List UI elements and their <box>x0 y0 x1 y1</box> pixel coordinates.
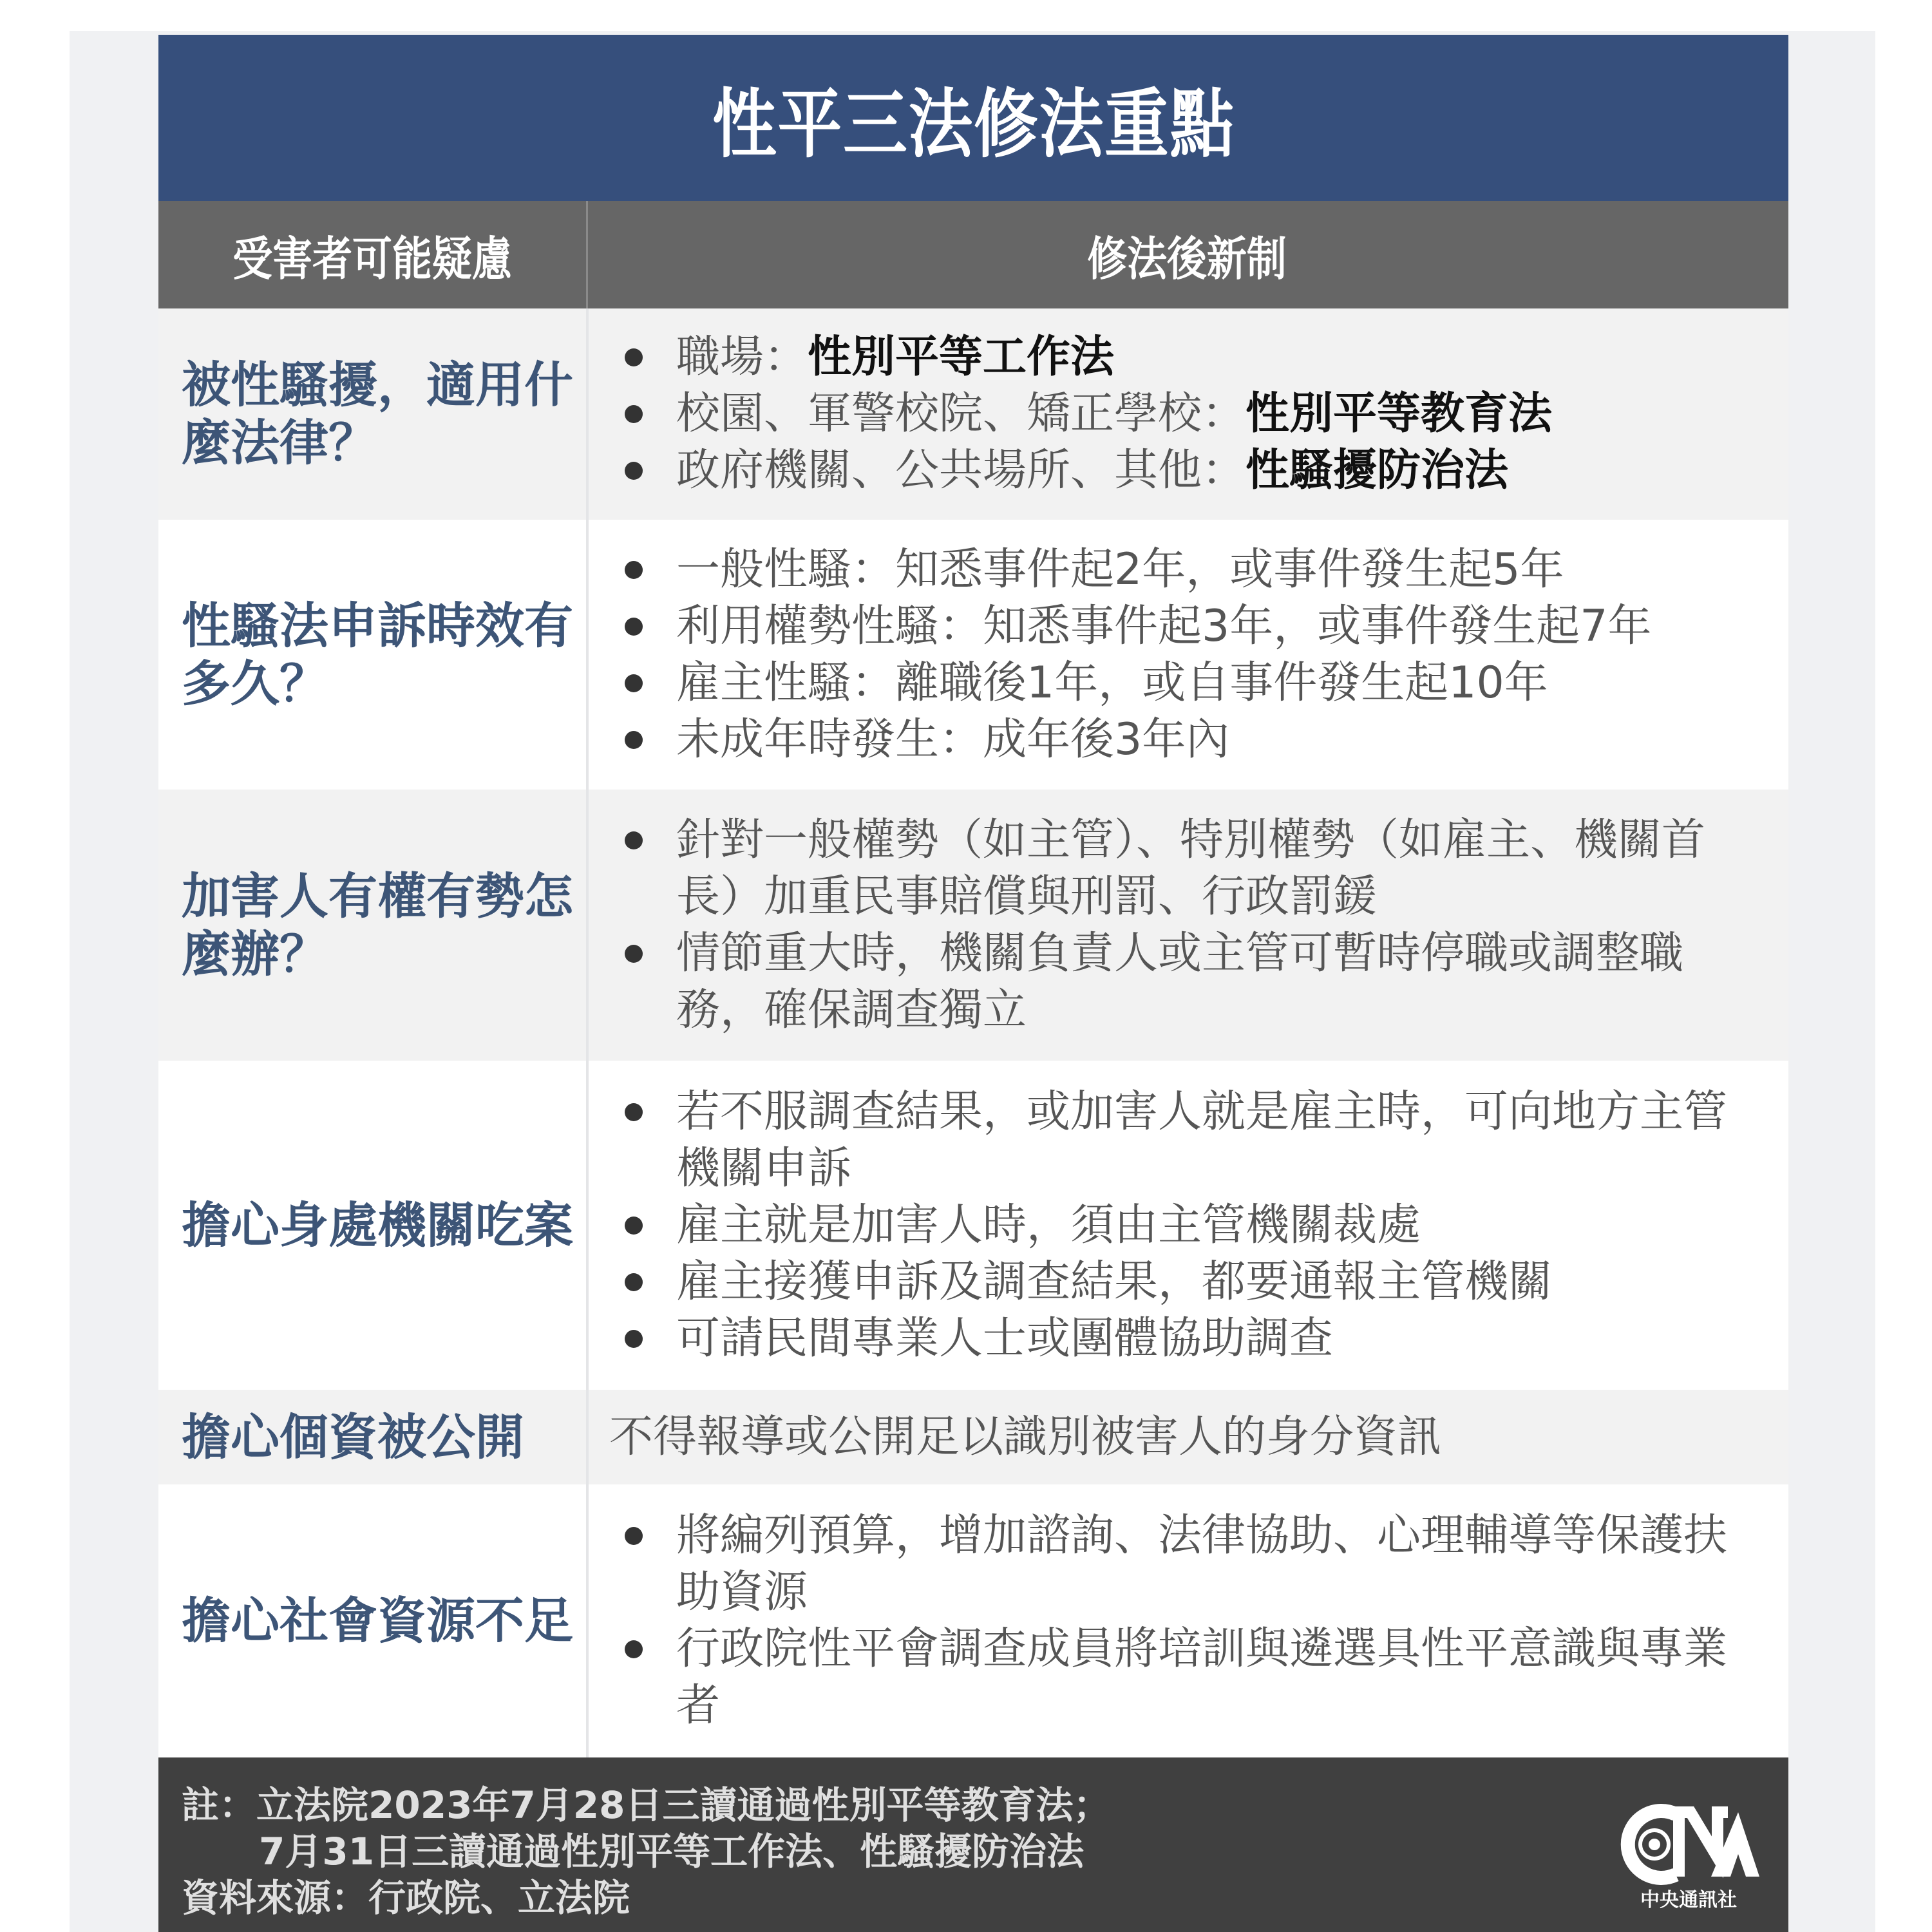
bullet-icon <box>625 831 643 849</box>
law-name: 性騷擾防治法 <box>1245 445 1509 496</box>
list-item <box>625 329 1769 386</box>
list-item-text: 雇主性騷：離職後1年，或自事件發生起10年 <box>676 657 1548 708</box>
concern-question: 擔心社會資源不足 <box>182 1592 573 1649</box>
bullet-icon <box>625 348 643 366</box>
new-rule-cell <box>586 1061 1788 1390</box>
column-header-new-rules <box>586 201 1788 308</box>
column-divider-header <box>586 201 588 308</box>
column-header-concerns-label: 受害者可能疑慮 <box>232 231 512 286</box>
concern-question: 性騷法申訴時效有多久？ <box>182 596 573 712</box>
list-item-text: 政府機關、公共場所、其他： <box>676 445 1246 496</box>
column-header-row <box>158 201 1788 308</box>
list-item-text: 若不服調查結果，或加害人就是雇主時，可向地方主管機關申訴 <box>676 1086 1728 1194</box>
infographic-card <box>158 35 1788 1932</box>
table-row <box>158 1390 1788 1484</box>
bullet-icon <box>625 731 643 749</box>
footer-note-line-1: 註：立法院2023年7月28日三讀通過性別平等教育法； <box>182 1783 1111 1827</box>
list-item <box>625 1197 1769 1254</box>
list-item <box>625 925 1769 1039</box>
list-item <box>625 386 1769 442</box>
new-rule-cell <box>586 790 1788 1061</box>
table-row <box>158 520 1788 790</box>
new-rule-cell <box>586 1390 1788 1484</box>
bullet-icon <box>625 1103 643 1121</box>
list-item <box>625 542 1769 598</box>
list-item <box>625 1621 1769 1734</box>
list-item-text: 情節重大時，機關負責人或主管可暫時停職或調整職務，確保調查獨立 <box>676 927 1684 1036</box>
table-body <box>158 308 1788 1757</box>
cna-logo <box>1615 1803 1763 1912</box>
cna-logo-icon <box>1615 1803 1763 1886</box>
law-name: 性別平等工作法 <box>808 332 1115 383</box>
list-item-text: 將編列預算，增加諮詢、法律協助、心理輔導等保護扶助資源 <box>676 1510 1728 1618</box>
list-item-text: 職場： <box>676 332 808 383</box>
concern-cell <box>158 790 586 1061</box>
list-item-text: 未成年時發生：成年後3年內 <box>676 714 1230 765</box>
list-item-text: 行政院性平會調查成員將培訓與遴選具性平意識與專業者 <box>676 1624 1728 1731</box>
concern-cell <box>158 1484 586 1757</box>
table-row <box>158 790 1788 1061</box>
concern-question: 加害人有權有勢怎麼辦？ <box>182 867 573 983</box>
bullet-icon <box>625 1330 643 1348</box>
column-header-concerns <box>158 201 586 308</box>
list-item-text: 針對一般權勢（如主管）、特別權勢（如雇主、機關首長）加重民事賠償與刑罰、行政罰鍰 <box>676 814 1706 922</box>
bullet-icon <box>625 462 643 480</box>
list-item-text: 一般性騷：知悉事件起2年，或事件發生起5年 <box>676 544 1564 595</box>
cna-logo-subtitle: 中央通訊社 <box>1640 1889 1737 1911</box>
list-item-text: 雇主就是加害人時，須由主管機關裁處 <box>676 1199 1421 1251</box>
list-item-text: 可請民間專業人士或團體協助調查 <box>676 1312 1334 1364</box>
list-item <box>625 1084 1769 1197</box>
concern-question: 擔心身處機關吃案 <box>182 1196 573 1254</box>
bullet-icon <box>625 945 643 963</box>
bullet-icon <box>625 561 643 579</box>
table-row <box>158 308 1788 520</box>
bullet-icon <box>625 1217 643 1235</box>
concern-question: 被性騷擾，適用什麼法律？ <box>182 356 573 471</box>
table-row <box>158 1061 1788 1390</box>
footer <box>158 1757 1788 1932</box>
list-item <box>625 655 1769 712</box>
bullet-icon <box>625 1273 643 1291</box>
list-item-text: 雇主接獲申訴及調查結果，都要通報主管機關 <box>676 1256 1553 1307</box>
footer-note-line-2: 7月31日三讀通過性別平等工作法、性騷擾防治法 <box>259 1830 1084 1873</box>
concern-question: 擔心個資被公開 <box>182 1408 524 1466</box>
list-item <box>625 1254 1769 1311</box>
column-divider <box>586 308 589 1757</box>
list-item-text: 校園、軍警校院、矯正學校： <box>676 388 1246 439</box>
concern-cell <box>158 520 586 790</box>
list-item <box>625 598 1769 655</box>
list-item-text: 利用權勢性騷：知悉事件起3年，或事件發生起7年 <box>676 600 1652 652</box>
new-rule-text: 不得報導或公開足以識別被害人的身分資訊 <box>609 1411 1442 1463</box>
new-rule-cell <box>586 1484 1788 1757</box>
bullet-icon <box>625 1640 643 1658</box>
list-item <box>625 1311 1769 1367</box>
column-header-new-rules-label: 修法後新制 <box>1087 231 1287 286</box>
table-row <box>158 1484 1788 1757</box>
concern-cell <box>158 1061 586 1390</box>
bullet-icon <box>625 674 643 692</box>
bullet-icon <box>625 405 643 423</box>
law-name: 性別平等教育法 <box>1245 388 1553 439</box>
concern-cell <box>158 1390 586 1484</box>
list-item <box>625 1508 1769 1621</box>
bullet-icon <box>625 618 643 636</box>
concern-cell <box>158 308 586 520</box>
list-item <box>625 442 1769 499</box>
list-item <box>625 812 1769 925</box>
footer-source: 資料來源：行政院、立法院 <box>182 1876 630 1920</box>
new-rule-cell <box>586 308 1788 520</box>
new-rule-cell <box>586 520 1788 790</box>
list-item <box>625 712 1769 768</box>
page-title: 性平三法修法重點 <box>712 80 1235 168</box>
bullet-icon <box>625 1527 643 1545</box>
title-bar <box>158 35 1788 201</box>
